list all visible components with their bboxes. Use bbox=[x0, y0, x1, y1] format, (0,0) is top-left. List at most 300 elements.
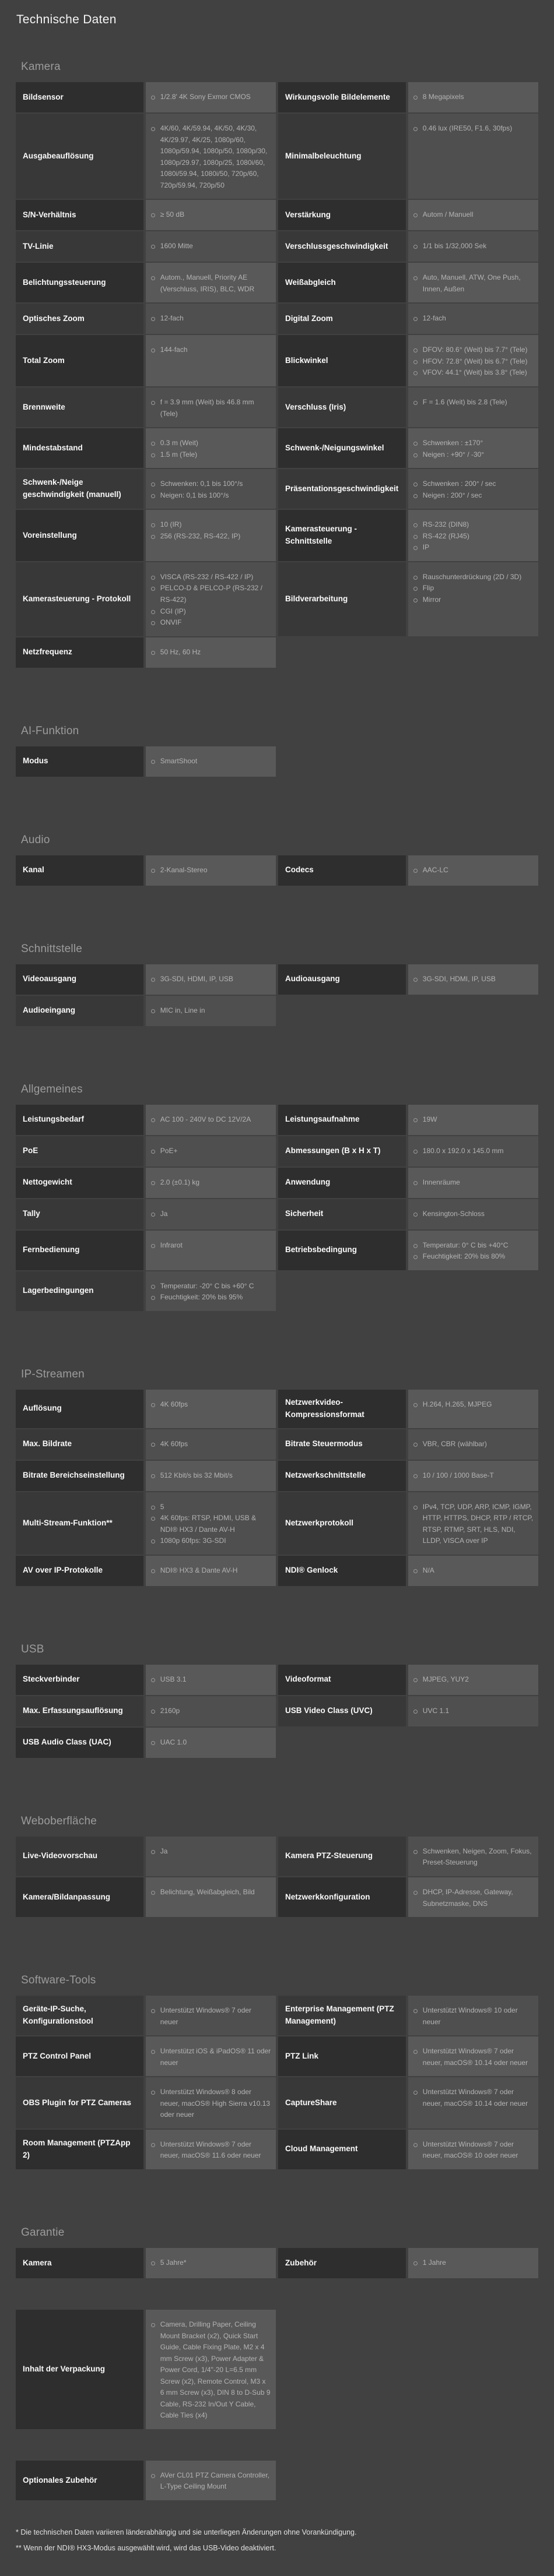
spec-value-cell bbox=[408, 1461, 538, 1491]
spec-label-cell bbox=[16, 510, 143, 561]
spec-value-text: N/A bbox=[422, 1566, 434, 1574]
bullet-icon bbox=[413, 494, 418, 498]
spec-label-cell bbox=[278, 1492, 406, 1555]
bullet-icon bbox=[413, 1678, 418, 1682]
spec-label: PoE bbox=[23, 1146, 38, 1155]
spec-label: Leistungsaufnahme bbox=[285, 1115, 360, 1124]
spec-label: Wirkungsvolle Bildelemente bbox=[285, 92, 390, 101]
spec-label: Schwenk-/Neige geschwindigkeit (manuell) bbox=[23, 478, 121, 499]
spec-value-text: Innenräume bbox=[422, 1178, 460, 1186]
spec-value-cell bbox=[408, 114, 538, 199]
spec-value-cell bbox=[408, 1837, 538, 1876]
bullet-icon bbox=[413, 978, 418, 982]
bullet-icon bbox=[151, 1569, 155, 1573]
spec-value-text: SmartShoot bbox=[160, 756, 198, 765]
bullet-icon bbox=[413, 1891, 418, 1895]
spec-row bbox=[16, 335, 538, 386]
spec-label-cell bbox=[278, 1390, 406, 1428]
spec-label: Geräte-IP-Suche, Konfigurationstool bbox=[23, 2004, 93, 2026]
bullet-icon bbox=[151, 1741, 155, 1745]
spec-value-text: Unterstützt iOS & iPadOS® 11 oder neuer bbox=[160, 2047, 271, 2067]
spec-value-text: Infrarot bbox=[160, 1241, 183, 1249]
spec-row bbox=[16, 469, 538, 509]
spec-label-cell bbox=[16, 263, 143, 302]
spec-label: Max. Bildrate bbox=[23, 1439, 72, 1449]
spec-label: Präsentationsgeschwindigkeit bbox=[285, 484, 399, 493]
spec-value-item bbox=[151, 241, 271, 252]
spec-table bbox=[16, 1390, 538, 1586]
spec-value-item bbox=[413, 356, 534, 368]
bullet-icon bbox=[413, 442, 418, 446]
spec-value-cell bbox=[146, 964, 276, 995]
spec-value-text: Unterstützt Windows® 8 oder neuer, macOS® High Sierra v10.13 oder neuer bbox=[160, 2088, 271, 2119]
spec-value-item bbox=[413, 594, 534, 606]
spec-value-item bbox=[151, 209, 271, 221]
spec-row bbox=[16, 1105, 538, 1135]
spec-label-cell bbox=[278, 1556, 406, 1586]
spec-label: Cloud Management bbox=[285, 2144, 358, 2154]
spec-value-text: Unterstützt Windows® 10 oder neuer bbox=[422, 2006, 518, 2026]
spec-value-cell bbox=[408, 1996, 538, 2035]
spec-label: Inhalt der Verpackung bbox=[23, 2364, 106, 2373]
spec-label: Kamera PTZ-Steuerung bbox=[285, 1851, 373, 1860]
spec-value-text: Temperatur: 0° C bis +40°C bbox=[422, 1241, 509, 1249]
spec-label: Optionales Zubehör bbox=[23, 2475, 97, 2485]
spec-value-item bbox=[413, 1439, 534, 1450]
spec-label-cell bbox=[16, 746, 143, 777]
spec-label-cell bbox=[16, 1168, 143, 1198]
spec-value-text: Feuchtigkeit: 20% bis 80% bbox=[422, 1252, 506, 1261]
section-usb bbox=[16, 1643, 538, 1758]
section-allgemeines bbox=[16, 1083, 538, 1311]
spec-label: Verstärkung bbox=[285, 210, 331, 219]
spec-value-cell bbox=[408, 1231, 538, 1270]
spec-value-cell bbox=[408, 1696, 538, 1726]
spec-table bbox=[16, 746, 538, 777]
spec-value-text: Unterstützt Windows® 7 oder neuer, macOS® 10 oder neuer bbox=[422, 2140, 518, 2160]
spec-label-cell bbox=[278, 1168, 406, 1198]
spec-value-item bbox=[413, 1470, 534, 1482]
spec-label: Verschlussgeschwindigkeit bbox=[285, 241, 388, 251]
spec-value-item bbox=[413, 865, 534, 876]
spec-label-cell bbox=[278, 263, 406, 302]
spec-row bbox=[16, 2310, 538, 2429]
bullet-icon bbox=[151, 442, 155, 446]
spec-value-item bbox=[413, 123, 534, 135]
spec-value-item bbox=[151, 1737, 271, 1749]
bullet-icon bbox=[413, 1255, 418, 1259]
bullet-icon bbox=[413, 1443, 418, 1447]
spec-value-text: DFOV: 80.6° (Weit) bis 7.7° (Tele) bbox=[422, 346, 528, 354]
spec-value-item bbox=[413, 583, 534, 594]
spec-label: Kamera bbox=[23, 2258, 52, 2267]
spec-value-cell bbox=[146, 469, 276, 509]
spec-row bbox=[16, 82, 538, 112]
bullet-icon bbox=[413, 245, 418, 249]
spec-value-text: 3G-SDI, HDMI, IP, USB bbox=[422, 974, 496, 983]
spec-value-item bbox=[413, 2139, 534, 2162]
bullet-icon bbox=[413, 401, 418, 405]
spec-label-cell bbox=[278, 2130, 406, 2169]
spec-label: Audioausgang bbox=[285, 974, 340, 984]
section-ip-streamen bbox=[16, 1368, 538, 1586]
spec-value-item bbox=[151, 2257, 271, 2269]
spec-value-text: VFOV: 44.1° (Weit) bis 3.8° (Tele) bbox=[422, 368, 527, 377]
spec-label: S/N-Verhältnis bbox=[23, 210, 76, 219]
spec-value-item bbox=[151, 1846, 271, 1858]
bullet-icon bbox=[413, 598, 418, 602]
spec-value-text: Auto, Manuell, ATW, One Push, Innen, Außen bbox=[422, 273, 521, 293]
spec-value-cell bbox=[408, 510, 538, 561]
spec-label-cell bbox=[16, 335, 143, 386]
spec-value-text: Schwenken : 200° / sec bbox=[422, 480, 496, 488]
spec-value-cell bbox=[146, 996, 276, 1026]
spec-value-cell bbox=[408, 82, 538, 112]
spec-value-cell bbox=[146, 637, 276, 668]
spec-label: Videoformat bbox=[285, 1675, 331, 1684]
bullet-icon bbox=[413, 482, 418, 487]
spec-label: Netzwerkvideo-Kompressionsformat bbox=[285, 1397, 364, 1419]
spec-label-cell bbox=[278, 231, 406, 262]
bullet-icon bbox=[151, 651, 155, 655]
spec-label: Bitrate Bereichseinstellung bbox=[23, 1471, 125, 1480]
spec-value-text: f = 3.9 mm (Weit) bis 46.8 mm (Tele) bbox=[160, 398, 254, 418]
spec-value-item bbox=[151, 1565, 271, 1577]
spec-label: Live-Videovorschau bbox=[23, 1851, 98, 1860]
footnote-country-variation: * Die technischen Daten variieren länderabhängig und sie unterliegen Änderungen ohne Vorankündigung. bbox=[16, 2528, 357, 2537]
spec-value-item bbox=[413, 2087, 534, 2109]
spec-label: Sicherheit bbox=[285, 1209, 324, 1218]
spec-label: Fernbedienung bbox=[23, 1245, 80, 1254]
spec-label-cell bbox=[16, 1231, 143, 1270]
spec-value-cell bbox=[408, 2248, 538, 2278]
spec-label-cell bbox=[16, 469, 143, 509]
spec-value-cell bbox=[146, 1996, 276, 2035]
bullet-icon bbox=[151, 96, 155, 100]
spec-label: Digital Zoom bbox=[285, 313, 333, 323]
spec-row bbox=[16, 1199, 538, 1229]
spec-value-text: Neigen : +90° / -30° bbox=[422, 450, 485, 459]
bullet-icon bbox=[413, 1213, 418, 1217]
spec-row bbox=[16, 1168, 538, 1198]
spec-value-cell bbox=[146, 2130, 276, 2169]
spec-value-item bbox=[413, 1674, 534, 1686]
spec-row bbox=[16, 1492, 538, 1555]
bullet-icon bbox=[413, 2091, 418, 2095]
spec-label-cell bbox=[278, 1461, 406, 1491]
spec-value-item bbox=[413, 2005, 534, 2028]
bullet-icon bbox=[151, 1285, 155, 1289]
spec-value-text: Autom / Manuell bbox=[422, 210, 474, 219]
section-title: Weboberfläche bbox=[21, 1814, 97, 1827]
spec-value-item bbox=[151, 1146, 271, 1157]
bullet-icon bbox=[151, 576, 155, 580]
section-weboberflaeche bbox=[16, 1815, 538, 1917]
spec-value-cell bbox=[146, 855, 276, 886]
spec-label: Betriebsbedingung bbox=[285, 1245, 357, 1254]
bullet-icon bbox=[151, 213, 155, 217]
spec-value-cell bbox=[408, 428, 538, 468]
spec-value-item bbox=[413, 531, 534, 542]
spec-label-cell bbox=[16, 1877, 143, 1917]
spec-value-cell bbox=[146, 2310, 276, 2429]
spec-label-cell bbox=[16, 2077, 143, 2129]
spec-value-item bbox=[413, 1502, 534, 1547]
spec-value-cell bbox=[408, 2077, 538, 2129]
section-title: Software-Tools bbox=[21, 1974, 96, 1987]
bullet-icon bbox=[151, 1474, 155, 1478]
spec-value-text: Camera, Drilling Paper, Ceiling Mount Bracket (x2), Quick Start Guide, Cable Fixing Plate, M2 x 4 mm Screw (x3), Power Adapter & Power Cord, 1/4"-20 L=6.5 mm Screw (x2), Remote Control, M3 x 6 mm Screw (x3), DIN 8 to D-Sub 9 Cable, RS-232 In/Out Y Cable, Cable Ties (x4) bbox=[160, 2320, 271, 2420]
spec-value-text: Flip bbox=[422, 584, 434, 593]
bullet-icon bbox=[151, 2091, 155, 2095]
spec-value-cell bbox=[146, 1837, 276, 1876]
bullet-icon bbox=[151, 535, 155, 539]
spec-value-item bbox=[413, 344, 534, 356]
spec-value-cell bbox=[408, 1492, 538, 1555]
spec-value-text: 1 Jahre bbox=[422, 2258, 446, 2267]
spec-label: Blickwinkel bbox=[285, 355, 328, 365]
bullet-icon bbox=[413, 348, 418, 353]
spec-row bbox=[16, 1429, 538, 1460]
spec-value-text: Neigen: 0,1 bis 100°/s bbox=[160, 491, 229, 499]
spec-value-text: 12-fach bbox=[422, 314, 446, 323]
spec-value-cell bbox=[146, 1429, 276, 1460]
spec-value-cell bbox=[408, 1556, 538, 1586]
bullet-icon bbox=[413, 96, 418, 100]
bullet-icon bbox=[151, 2261, 155, 2265]
spec-value-item bbox=[413, 1705, 534, 1717]
spec-value-cell bbox=[146, 304, 276, 334]
spec-row bbox=[16, 2248, 538, 2278]
spec-value-item bbox=[151, 606, 271, 618]
spec-value-item bbox=[413, 1240, 534, 1252]
spec-label: Ausgabeauflösung bbox=[23, 151, 94, 160]
spec-value-item bbox=[151, 2087, 271, 2121]
bullet-icon bbox=[413, 371, 418, 375]
spec-label: PTZ Link bbox=[285, 2051, 318, 2060]
spec-label: USB Audio Class (UAC) bbox=[23, 1738, 111, 1747]
spec-label: Nettogewicht bbox=[23, 1178, 72, 1187]
spec-label: Anwendung bbox=[285, 1178, 331, 1187]
bullet-icon bbox=[151, 1118, 155, 1122]
spec-value-text: 2-Kanal-Stereo bbox=[160, 865, 208, 874]
spec-label: Minimalbeleuchtung bbox=[285, 151, 362, 160]
spec-row bbox=[16, 1136, 538, 1167]
spec-label-cell bbox=[278, 1837, 406, 1876]
spec-label: Room Management (PTZApp 2) bbox=[23, 2138, 131, 2159]
spec-label-cell bbox=[16, 200, 143, 230]
spec-label: AV over IP-Protokolle bbox=[23, 1566, 103, 1575]
section-ai-funktion bbox=[16, 725, 538, 777]
spec-value-text: 19W bbox=[422, 1115, 437, 1123]
spec-label: Leistungsbedarf bbox=[23, 1115, 85, 1124]
spec-label: NDI® Genlock bbox=[285, 1566, 338, 1575]
spec-row bbox=[16, 2036, 538, 2076]
spec-label-cell bbox=[16, 1665, 143, 1695]
spec-label: Kamerasteuerung - Schnittstelle bbox=[285, 524, 357, 546]
spec-value-text: 10 / 100 / 1000 Base-T bbox=[422, 1471, 494, 1479]
spec-table bbox=[16, 855, 538, 886]
spec-value-item bbox=[151, 519, 271, 531]
section-title: USB bbox=[21, 1643, 44, 1655]
spec-value-item bbox=[413, 272, 534, 295]
bullet-icon bbox=[151, 1891, 155, 1895]
spec-value-text: VISCA (RS-232 / RS-422 / IP) bbox=[160, 572, 254, 581]
spec-label-cell bbox=[16, 387, 143, 427]
spec-value-item bbox=[151, 1535, 271, 1547]
spec-value-cell bbox=[408, 562, 538, 636]
spec-label-cell bbox=[278, 1199, 406, 1229]
spec-value-cell bbox=[146, 1105, 276, 1135]
spec-value-item bbox=[151, 490, 271, 502]
spec-value-text: 1600 Mitte bbox=[160, 242, 193, 251]
spec-value-item bbox=[151, 617, 271, 629]
bullet-icon bbox=[151, 610, 155, 614]
spec-value-cell bbox=[408, 2130, 538, 2169]
spec-label-cell bbox=[278, 114, 406, 199]
spec-label-cell bbox=[16, 1199, 143, 1229]
spec-value-cell bbox=[146, 1271, 276, 1311]
bullet-icon bbox=[413, 1569, 418, 1573]
spec-label-cell bbox=[278, 1996, 406, 2035]
spec-value-item bbox=[413, 974, 534, 985]
spec-value-text: 10 (IR) bbox=[160, 520, 182, 529]
spec-value-item bbox=[151, 1240, 271, 1252]
spec-label-cell bbox=[278, 428, 406, 468]
spec-table bbox=[16, 1665, 538, 1758]
spec-label: USB Video Class (UVC) bbox=[285, 1706, 373, 1715]
spec-label-cell bbox=[16, 1271, 143, 1311]
spec-label-cell bbox=[278, 1136, 406, 1167]
bullet-icon bbox=[151, 1710, 155, 1714]
spec-value-text: Rauschunterdrückung (2D / 3D) bbox=[422, 572, 522, 581]
bullet-icon bbox=[151, 1443, 155, 1447]
section-title: Allgemeines bbox=[21, 1083, 83, 1095]
spec-label: Kamerasteuerung - Protokoll bbox=[23, 594, 131, 603]
spec-value-text: AC 100 - 240V to DC 12V/2A bbox=[160, 1115, 251, 1123]
spec-row bbox=[16, 428, 538, 468]
spec-value-text: PoE+ bbox=[160, 1146, 178, 1155]
bullet-icon bbox=[151, 978, 155, 982]
spec-value-item bbox=[151, 1399, 271, 1411]
spec-value-item bbox=[413, 2046, 534, 2068]
bullet-icon bbox=[413, 535, 418, 539]
spec-value-text: RS-232 (DIN8) bbox=[422, 520, 469, 529]
spec-value-text: CGI (IP) bbox=[160, 607, 186, 615]
spec-label-cell bbox=[16, 2461, 143, 2500]
spec-label: TV-Linie bbox=[23, 241, 54, 251]
bullet-icon bbox=[151, 453, 155, 457]
spec-value-text: ≥ 50 dB bbox=[160, 210, 185, 219]
bullet-icon bbox=[151, 401, 155, 405]
bullet-icon bbox=[151, 482, 155, 487]
spec-label-cell bbox=[16, 1556, 143, 1586]
bullet-icon bbox=[413, 1474, 418, 1478]
spec-value-item bbox=[151, 344, 271, 356]
spec-label-cell bbox=[278, 200, 406, 230]
spec-value-cell bbox=[408, 335, 538, 386]
spec-label-cell bbox=[16, 562, 143, 636]
bullet-icon bbox=[151, 1181, 155, 1185]
spec-value-item bbox=[151, 1208, 271, 1220]
spec-value-cell bbox=[408, 1877, 538, 1917]
spec-value-item bbox=[151, 531, 271, 542]
spec-value-cell bbox=[146, 263, 276, 302]
spec-label-cell bbox=[16, 1461, 143, 1491]
spec-label-cell bbox=[16, 996, 143, 1026]
spec-value-text: 0.3 m (Weit) bbox=[160, 439, 198, 447]
spec-row bbox=[16, 1837, 538, 1876]
spec-value-cell bbox=[146, 1665, 276, 1695]
spec-label-cell bbox=[278, 469, 406, 509]
spec-value-text: 4K 60fps bbox=[160, 1400, 188, 1408]
spec-value-text: 144-fach bbox=[160, 346, 188, 354]
spec-label: Codecs bbox=[285, 865, 314, 875]
spec-value-text: Kensington-Schloss bbox=[422, 1209, 485, 1218]
spec-value-item bbox=[151, 974, 271, 985]
bullet-icon bbox=[413, 127, 418, 131]
spec-row bbox=[16, 1996, 538, 2035]
spec-value-cell bbox=[408, 964, 538, 995]
spec-value-cell bbox=[408, 1168, 538, 1198]
spec-value-item bbox=[151, 478, 271, 490]
spec-label-cell bbox=[16, 1996, 143, 2035]
spec-value-item bbox=[151, 2046, 271, 2068]
spec-value-cell bbox=[146, 387, 276, 427]
spec-value-text: Unterstützt Windows® 7 oder neuer, macOS® 11.6 oder neuer bbox=[160, 2140, 261, 2160]
spec-value-text: 3G-SDI, HDMI, IP, USB bbox=[160, 974, 233, 983]
spec-value-text: Schwenken, Neigen, Zoom, Fokus, Preset-Steuerung bbox=[422, 1846, 532, 1867]
spec-table bbox=[16, 2248, 538, 2278]
spec-label-cell bbox=[16, 1105, 143, 1135]
spec-value-cell bbox=[146, 1231, 276, 1270]
spec-row bbox=[16, 1271, 538, 1311]
spec-label: CaptureShare bbox=[285, 2098, 337, 2107]
spec-value-item bbox=[413, 313, 534, 325]
spec-value-text: Schwenken : ±170° bbox=[422, 439, 483, 447]
bullet-icon bbox=[151, 1506, 155, 1510]
spec-value-text: Unterstützt Windows® 7 oder neuer, macOS® 10.14 oder neuer bbox=[422, 2088, 528, 2108]
spec-row bbox=[16, 1877, 538, 1917]
bullet-icon bbox=[413, 1150, 418, 1154]
section-kamera bbox=[16, 61, 538, 668]
spec-label: Modus bbox=[23, 756, 48, 766]
spec-value-text: 512 Kbit/s bis 32 Mbit/s bbox=[160, 1471, 233, 1479]
spec-value-text: 12-fach bbox=[160, 314, 184, 323]
spec-value-cell bbox=[146, 428, 276, 468]
spec-value-cell bbox=[146, 335, 276, 386]
bullet-icon bbox=[413, 587, 418, 591]
spec-value-item bbox=[151, 1705, 271, 1717]
section-title: Audio bbox=[21, 833, 50, 846]
spec-label-cell bbox=[278, 855, 406, 886]
spec-value-item bbox=[151, 1513, 271, 1535]
spec-value-cell bbox=[408, 1199, 538, 1229]
spec-value-item bbox=[413, 1146, 534, 1157]
spec-label-cell bbox=[278, 82, 406, 112]
spec-value-text: Mirror bbox=[422, 595, 441, 604]
spec-row bbox=[16, 510, 538, 561]
spec-value-text: HFOV: 72.8° (Weit) bis 6.7° (Tele) bbox=[422, 357, 528, 365]
spec-value-item bbox=[413, 1565, 534, 1577]
spec-value-text: 2.0 (±0.1) kg bbox=[160, 1178, 200, 1186]
spec-value-item bbox=[151, 91, 271, 103]
spec-value-text: MJPEG, YUY2 bbox=[422, 1675, 469, 1683]
spec-value-cell bbox=[408, 469, 538, 509]
spec-value-item bbox=[413, 209, 534, 221]
spec-value-item bbox=[151, 1502, 271, 1513]
bullet-icon bbox=[151, 317, 155, 321]
